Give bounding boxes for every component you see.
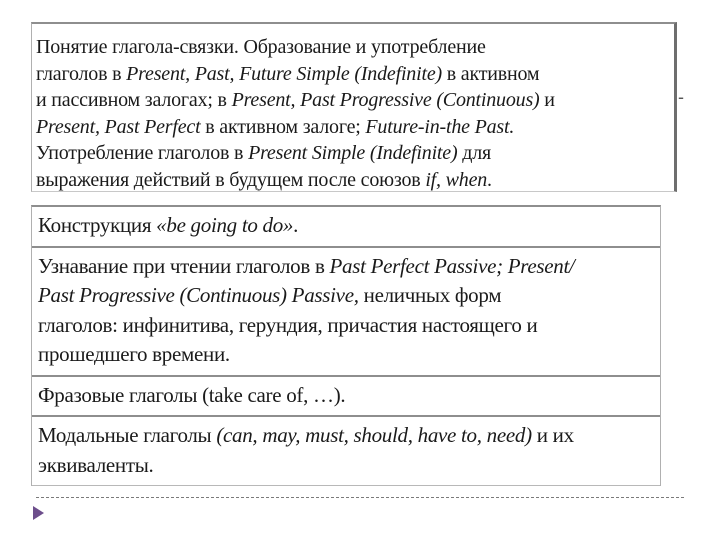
text-line: выражения действий в будущем после союзов if, when. bbox=[36, 168, 492, 191]
text-line: и пассивном залогах; в Present, Past Progressive (Continuous) и bbox=[36, 89, 555, 111]
dashed-divider bbox=[36, 497, 684, 498]
table-row-phrasal-verbs: Фразовые глаголы (take care of, …). bbox=[32, 377, 660, 418]
text-line: Употребление глаголов в Present Simple (Indefinite) для bbox=[36, 142, 491, 164]
table-row-going-to: Конструкция «be going to do». bbox=[32, 207, 660, 248]
text-line: глаголов в Present, Past, Future Simple (Indefinite) в активном bbox=[36, 62, 540, 85]
topics-table bbox=[31, 205, 661, 486]
triangle-bullet-icon bbox=[33, 506, 44, 520]
text-line: Present, Past Perfect в активном залоге; Future-in-the Past. bbox=[36, 115, 515, 138]
text-line: Понятие глагола-связки. Образование и употребление bbox=[36, 36, 486, 58]
table-row-passive-recognition: Узнавание при чтении глаголов в Past Perfect Passive; Present/ Past Progressive (Continuous) Passive, неличных форм глаголов: инфинитива, герундия, причастия настоящего и прошедшего времени. bbox=[32, 248, 660, 377]
edge-tick-mark: - bbox=[678, 87, 684, 107]
topic-box-linking-verbs bbox=[31, 22, 677, 192]
table-row-modal-verbs: Модальные глаголы (can, may, must, should, have to, need) и их эквиваленты. bbox=[32, 417, 660, 486]
